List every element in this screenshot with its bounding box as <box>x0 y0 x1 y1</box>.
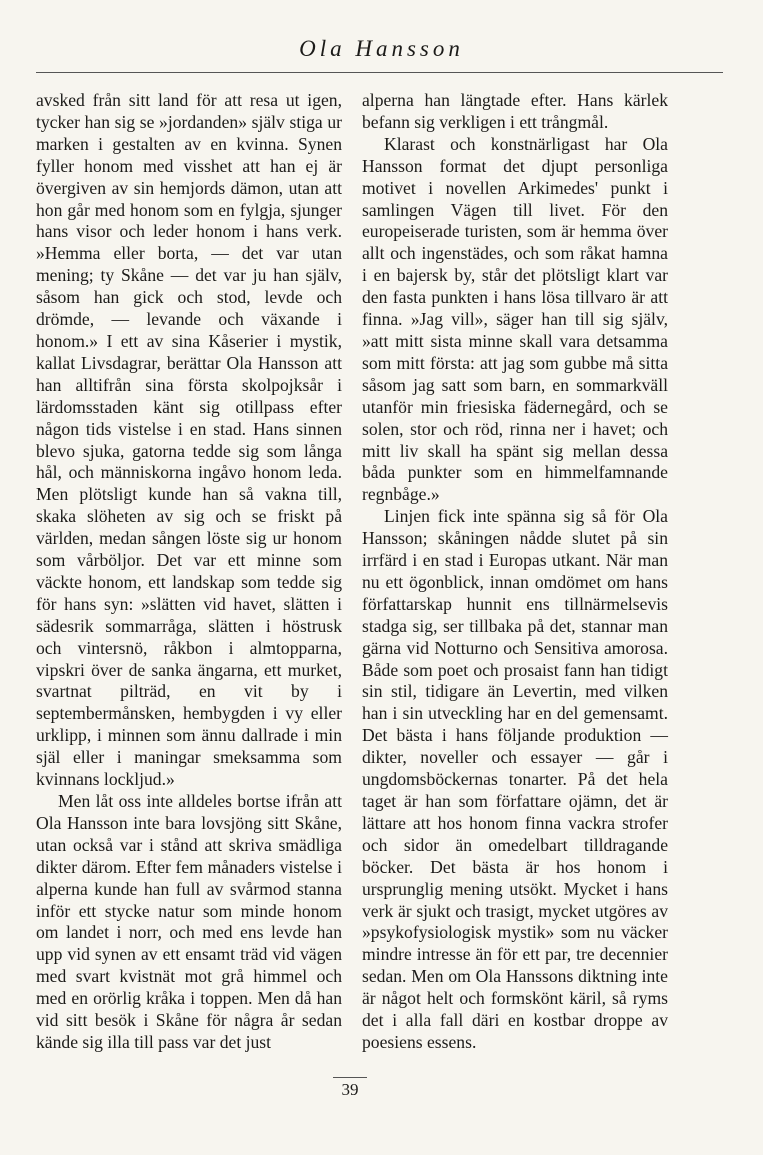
paragraph: Linjen fick inte spänna sig så för Ola Hansson; skåningen nådde slutet på sin irrfärd i en stad i Europas utkant. När man nu ett ögonblick, innan omdömet om hans författarskap hunnit ens tillnärmelsevis stadga sig, ser tillbaka på det, stannar man gärna vid Notturno och Sensitiva amorosa. Både som poet och prosaist fann han tidigt sin stil, tidigare än Levertin, med vilken han i sin utveckling har en del gemensamt. Det bästa i hans följande produktion — dikter, noveller och essayer — går i ungdomsböckernas tonarter. På det hela taget är han som författare ojämn, det är lättare att hos honom finna vackra strofer och sidor än omedelbart tilldragande böcker. Det bästa är hos honom i ursprunglig mening utsökt. Mycket i hans verk är sjukt och trasigt, mycket utgöres av »psykofysiologisk mystik» som nu väcker mindre intresse än för ett par, tre decennier sedan. Men om Ola Hanssons diktning inte är något helt och formskönt käril, så ryms det i alla fall däri en kostbar droppe av poesiens essens. <box>362 506 668 1052</box>
paragraph: avsked från sitt land för att resa ut igen, tycker han sig se »jordanden» själv stiga ur marken i gestalten av en kvinna. Synen fyller honom med visshet att han ej är övergiven av sin hemjords dämon, utan att hon går med honom som en fylgja, sjunger hans visor och leder honom i hans verk. »Hemma eller borta, — det var utan mening; ty Skåne — det var ju han själv, såsom han gick och stod, levde och drömde, — levande och växande i honom.» I ett av sina Kåserier i mystik, kallat Livsdagrar, berättar Ola Hansson att han alltifrån sina första skolpojksår i lärdomsstaden känt sig otillpass efter någon tids vistelse i en stad. Hans sinnen blevo sjuka, gatorna tedde sig som långa hål, och människorna ingåvo honom leda. Men plötsligt kunde han så vakna till, skaka slöheten av sig och se friskt på världen, medan sången löste sig ur honom som vårböljor. Det var ett minne som väckte honom, ett landskap som tedde sig för hans syn: »slätten vid havet, slätten i sädesrik sommarråga, slätten i höstrusk och vintersnö, råkbon i almtopparna, vipskri över de sanka ängarna, ett murket, svartnat pilträd, en vit by i septembermånsken, hembygden i vy eller urklipp, i minnen som ännu dallrade i min själ eller i maningar smeksamma som kvinnans lockljud.» <box>36 90 342 790</box>
running-head-title: Ola Hansson <box>299 36 464 61</box>
paragraph: Men låt oss inte alldeles bortse ifrån att Ola Hansson inte bara lovsjöng sitt Skåne, utan också var i stånd att skriva smädliga dikter därom. Efter fem månaders vistelse i alperna kunde han full av svårmod stanna inför ett stycke natur som minde honom om landet i norr, och med ens levde han upp vid synen av ett ensamt träd vid vägen med svart kvistnät mot grå himmel och med en orörlig kråka i toppen. Men då han vid sitt besök i Skåne för några år sedan kände sig illa till pass var det just <box>36 791 342 1052</box>
paragraph: Klarast och konstnärligast har Ola Hansson format det djupt personliga motivet i novellen Arkimedes' punkt i samlingen Vägen till livet. För den europeiserade turisten, som är hemma över allt och ingenstädes, och som råkat hamna i en bajersk by, står det plötsligt klart var den fasta punkten i hans lösa tillvaro är att finna. »Jag vill», säger han till sig själv, »att mitt sista minne skall vara detsamma som mitt första: att jag som gubbe må sitta såsom jag satt som barn, en sommarkväll utanför min friesiska fädernegård, och se solen, stor och röd, rinna ner i havet; och mitt liv skall ha spänt sig mellan dessa båda punkter som en himmelfamnande regnbåge.» <box>362 133 668 505</box>
footer-rule <box>333 1077 367 1078</box>
paragraph: alperna han längtade efter. Hans kärlek befann sig verkligen i ett trångmål. <box>362 90 668 132</box>
page-number: 39 <box>341 1080 359 1099</box>
header-rule <box>36 72 723 73</box>
left-column <box>36 90 342 1054</box>
right-column <box>362 90 668 1054</box>
